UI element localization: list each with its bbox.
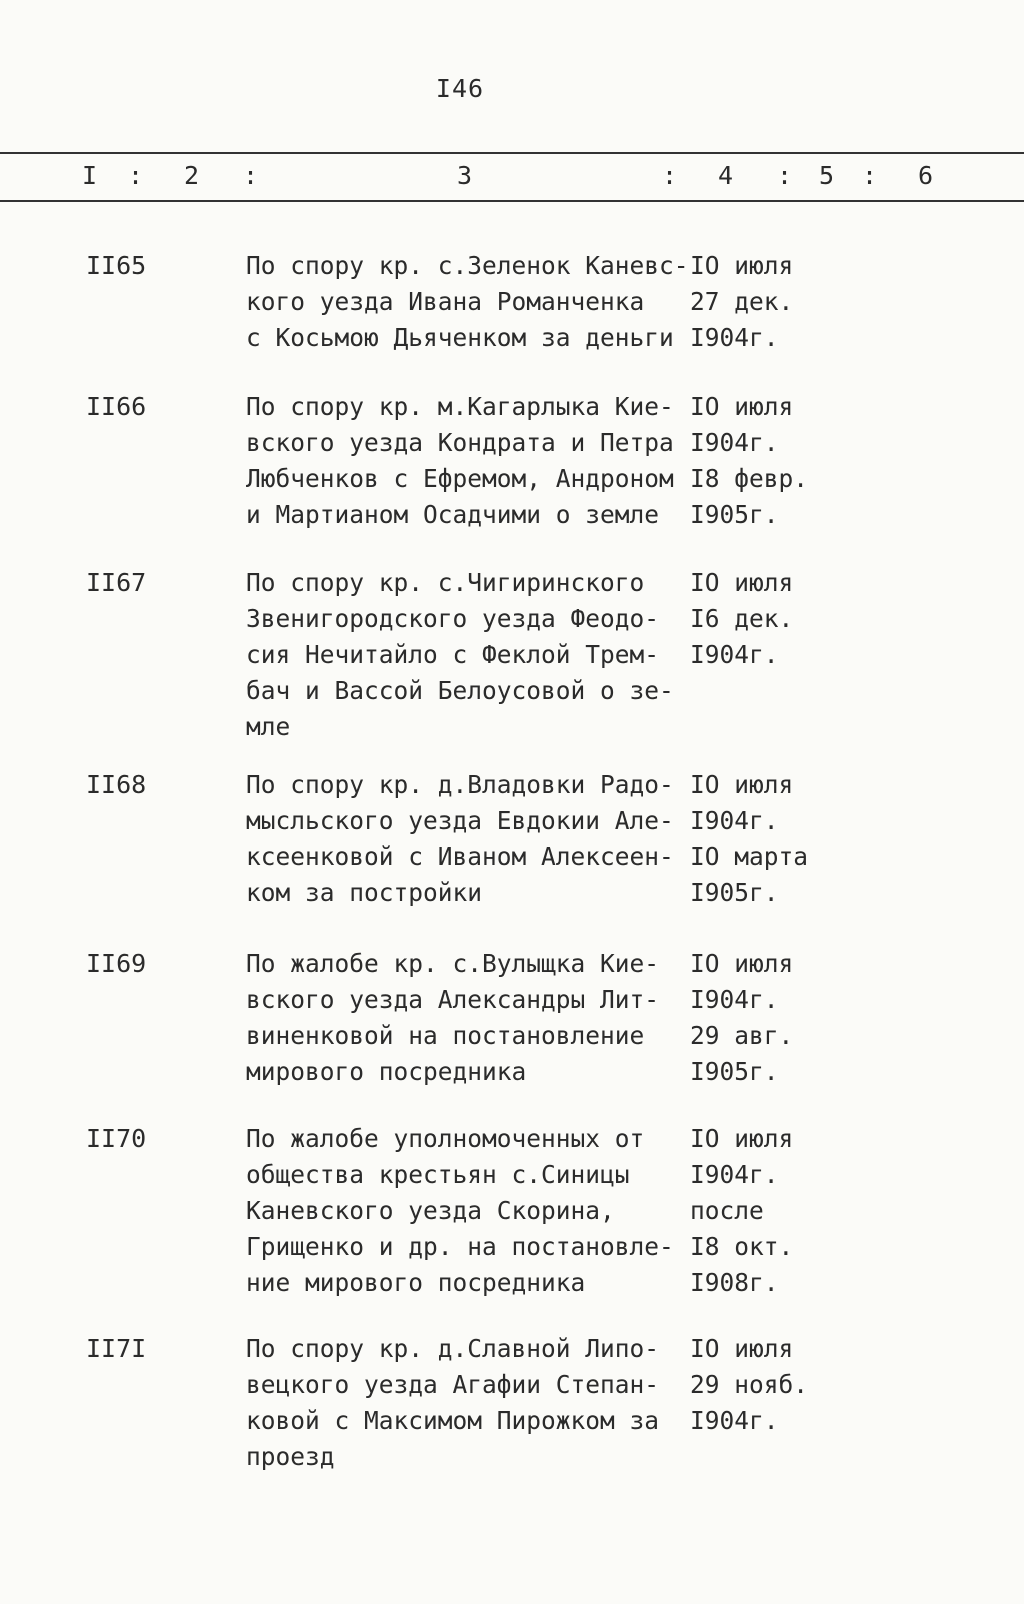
description-line: и Мартианом Осадчими о земле	[246, 500, 660, 529]
date-line: I904г.	[690, 1406, 779, 1435]
date-line: IO марта	[690, 842, 809, 871]
column-header-4: 4	[718, 161, 734, 190]
date-line: IO июля	[690, 949, 794, 978]
column-separator: :	[662, 161, 678, 190]
description-line: ковой с Максимом Пирожком за	[246, 1406, 660, 1435]
description-line: ксеенковой с Иваном Алексеен-	[246, 842, 674, 871]
record-description	[246, 767, 686, 911]
record-number: II67	[86, 568, 147, 597]
description-line: Грищенко и др. на постановле-	[246, 1232, 674, 1261]
date-line: I8 окт.	[690, 1232, 794, 1261]
record-description	[246, 1331, 686, 1475]
column-separator: :	[128, 161, 144, 190]
column-header-3: 3	[457, 161, 473, 190]
record-number: II65	[86, 251, 147, 280]
column-separator: :	[862, 161, 878, 190]
description-line: Любченков с Ефремом, Андроном	[246, 464, 674, 493]
date-line: I905г.	[690, 878, 779, 907]
record-dates	[690, 1121, 890, 1301]
date-line: 29 нояб.	[690, 1370, 809, 1399]
date-line: I904г.	[690, 640, 779, 669]
description-line: Каневского уезда Скорина,	[246, 1196, 615, 1225]
date-line: I8 февр.	[690, 464, 809, 493]
date-line: I904г.	[690, 1160, 779, 1189]
column-header-5: 5	[819, 161, 835, 190]
description-line: мысльского уезда Евдокии Але-	[246, 806, 674, 835]
record-dates	[690, 767, 890, 911]
description-line: Звенигородского уезда Феодо-	[246, 604, 660, 633]
column-header-2: 2	[184, 161, 200, 190]
description-line: По спору кр. с.Зеленок Каневс-	[246, 251, 689, 280]
record-number: II69	[86, 949, 147, 978]
description-line: с Косьмою Дьяченком за деньги	[246, 323, 674, 352]
date-line: 27 дек.	[690, 287, 794, 316]
date-line: I905г.	[690, 1057, 779, 1086]
header-bottom-rule	[0, 200, 1024, 202]
description-line: виненковой на постановление	[246, 1021, 645, 1050]
column-separator: :	[777, 161, 793, 190]
header-top-rule	[0, 152, 1024, 154]
record-dates	[690, 248, 890, 356]
date-line: 29 авг.	[690, 1021, 794, 1050]
date-line: IO июля	[690, 1334, 794, 1363]
description-line: По жалобе кр. с.Вулыщка Кие-	[246, 949, 660, 978]
description-line: вецкого уезда Агафии Степан-	[246, 1370, 660, 1399]
record-description	[246, 248, 689, 356]
description-line: мирового посредника	[246, 1057, 527, 1086]
date-line: I904г.	[690, 806, 779, 835]
description-line: вского уезда Кондрата и Петра	[246, 428, 674, 457]
description-line: сия Нечитайло с Феклой Трем-	[246, 640, 660, 669]
description-line: мле	[246, 712, 291, 741]
date-line: IO июля	[690, 770, 794, 799]
record-dates	[690, 565, 890, 673]
description-line: По жалобе уполномоченных от	[246, 1124, 645, 1153]
description-line: бач и Вассой Белоусовой о зе-	[246, 676, 674, 705]
record-dates	[690, 946, 890, 1090]
description-line: По спору кр. д.Славной Липо-	[246, 1334, 660, 1363]
description-line: По спору кр. м.Кагарлыка Кие-	[246, 392, 674, 421]
column-header-1: I	[82, 161, 98, 190]
record-dates	[690, 389, 890, 533]
record-description	[246, 1121, 686, 1301]
description-line: По спору кр. с.Чигиринского	[246, 568, 645, 597]
description-line: кого уезда Ивана Романченка	[246, 287, 645, 316]
record-number: II68	[86, 770, 147, 799]
date-line: I908г.	[690, 1268, 779, 1297]
date-line: I904г.	[690, 985, 779, 1014]
record-description	[246, 946, 686, 1090]
record-number: II7I	[86, 1334, 147, 1363]
date-line: после	[690, 1196, 764, 1225]
date-line: I904г.	[690, 428, 779, 457]
record-description	[246, 565, 686, 745]
record-dates	[690, 1331, 890, 1439]
date-line: IO июля	[690, 251, 794, 280]
date-line: IO июля	[690, 568, 794, 597]
description-line: общества крестьян с.Синицы	[246, 1160, 630, 1189]
description-line: ком за постройки	[246, 878, 483, 907]
date-line: I6 дек.	[690, 604, 794, 633]
column-header-6: 6	[918, 161, 934, 190]
date-line: IO июля	[690, 1124, 794, 1153]
date-line: I905г.	[690, 500, 779, 529]
date-line: I904г.	[690, 323, 779, 352]
description-line: проезд	[246, 1442, 335, 1471]
record-description	[246, 389, 686, 533]
column-separator: :	[243, 161, 259, 190]
description-line: По спору кр. д.Владовки Радо-	[246, 770, 674, 799]
description-line: вского уезда Александры Лит-	[246, 985, 660, 1014]
record-number: II70	[86, 1124, 147, 1153]
date-line: IO июля	[690, 392, 794, 421]
record-number: II66	[86, 392, 147, 421]
description-line: ние мирового посредника	[246, 1268, 586, 1297]
page-number: I46	[435, 74, 485, 103]
